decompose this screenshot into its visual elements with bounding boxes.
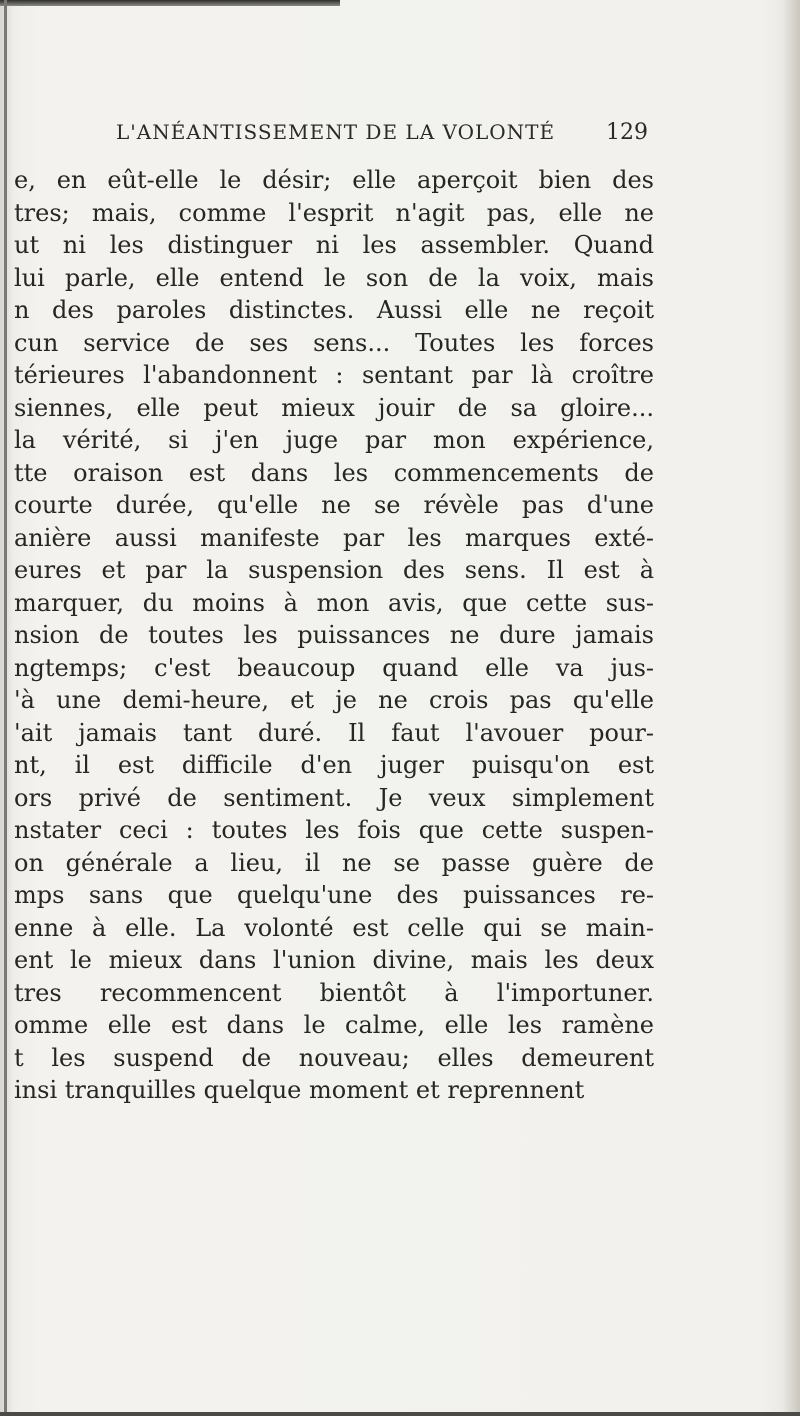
running-title: L'ANÉANTISSEMENT DE LA VOLONTÉ — [116, 120, 556, 144]
text-line: mps sans que quelqu'une des puissances re- — [14, 881, 654, 909]
text-line: térieures l'abandonnent : sentant par là croître — [14, 361, 654, 389]
text-line: 'à une demi-heure, et je ne crois pas qu'elle — [14, 686, 654, 714]
text-line: cun service de ses sens... Toutes les forces — [14, 328, 654, 357]
text-line: ent le mieux dans l'union divine, mais les deux — [14, 946, 654, 974]
text-line: insi tranquilles quelque moment et reprennent — [14, 1076, 585, 1104]
text-line: anière aussi manifeste par les marques exté- — [14, 523, 654, 552]
text-line: n des paroles distinctes. Aussi elle ne reçoit — [14, 296, 654, 324]
text-line: tres recommencent bientôt à l'importuner. — [14, 978, 654, 1007]
text-line: e, en eût-elle le désir; elle aperçoit bien des — [14, 166, 654, 194]
text-line: nsion de toutes les puissances ne dure jamais — [14, 621, 654, 649]
text-line: ors privé de sentiment. Je veux simplement — [14, 783, 654, 812]
text-line: ut ni les distinguer ni les assembler. Quand — [14, 231, 654, 259]
text-line: marquer, du moins à mon avis, que cette sus- — [14, 588, 654, 617]
text-line: nstater ceci : toutes les fois que cette suspen- — [14, 816, 654, 844]
page-edge-shadow — [782, 0, 800, 1416]
text-line: on générale a lieu, il ne se passe guère de — [14, 848, 654, 877]
body-text — [14, 164, 654, 1107]
text-line: ngtemps; c'est beaucoup quand elle va jus- — [14, 653, 654, 682]
text-line: omme elle est dans le calme, elle les ramène — [14, 1011, 654, 1039]
page-top-edge — [0, 0, 340, 6]
text-line: la vérité, si j'en juge par mon expérience, — [14, 426, 654, 454]
text-line: t les suspend de nouveau; elles demeurent — [14, 1043, 654, 1072]
binding-gutter — [4, 0, 7, 1416]
text-line: courte durée, qu'elle ne se révèle pas d'une — [14, 491, 654, 519]
page-bottom-edge — [0, 1412, 800, 1416]
text-line: tres; mais, comme l'esprit n'agit pas, elle ne — [14, 198, 654, 227]
text-line: siennes, elle peut mieux jouir de sa gloire... — [14, 393, 654, 422]
running-header — [116, 120, 648, 156]
page-number: 129 — [606, 120, 648, 145]
text-line: eures et par la suspension des sens. Il est à — [14, 556, 654, 584]
text-line: 'ait jamais tant duré. Il faut l'avouer pour- — [14, 718, 654, 747]
text-line: tte oraison est dans les commencements de — [14, 458, 654, 487]
text-line: enne à elle. La volonté est celle qui se main- — [14, 913, 654, 942]
text-line: nt, il est difficile d'en juger puisqu'on est — [14, 751, 654, 779]
text-line: lui parle, elle entend le son de la voix, mais — [14, 263, 654, 292]
